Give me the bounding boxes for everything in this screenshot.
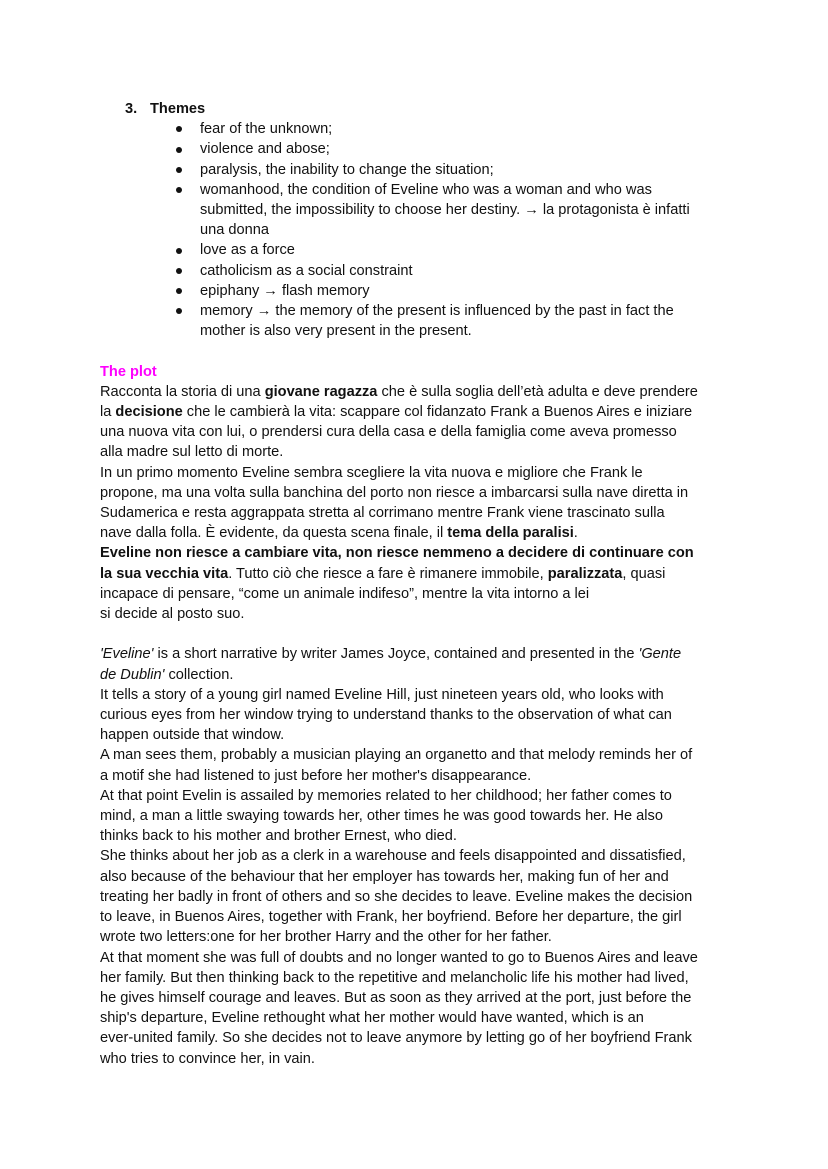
text-run: curious eyes from her window trying to understand thanks to the observation of what can — [100, 707, 672, 724]
theme-line — [100, 301, 815, 321]
summary-paragraphs — [100, 644, 815, 1068]
summary-line — [100, 705, 815, 725]
theme-line — [100, 240, 815, 260]
bold-text: la sua vecchia vita — [100, 565, 229, 582]
theme-text: memory → the memory of the present is influenced by the past in fact the — [200, 303, 674, 320]
text-run: mind, a man a little swaying towards her, other times he was good towards her. He also — [100, 808, 663, 825]
theme-text: violence and abose; — [200, 141, 330, 158]
text-run: a motif she had listened to just before her mother's disappearance. — [100, 767, 532, 784]
summary-line — [100, 725, 815, 745]
text-run: la — [100, 404, 116, 421]
summary-line — [100, 826, 815, 846]
italic-text: 'Gente — [638, 646, 682, 663]
themes-heading — [100, 99, 815, 119]
theme-list-item — [100, 301, 815, 341]
theme-list-item — [100, 160, 815, 180]
plot-line — [100, 402, 815, 422]
summary-line — [100, 1049, 815, 1069]
bullet-icon — [176, 126, 182, 132]
plot-line — [100, 543, 815, 563]
plot-line — [100, 604, 815, 624]
theme-list-item — [100, 240, 815, 260]
theme-text: love as a force — [200, 242, 295, 259]
bullet-icon — [176, 288, 182, 294]
summary-line — [100, 988, 815, 1008]
summary-line — [100, 968, 815, 988]
summary-line — [100, 665, 815, 685]
text-run: Sudamerica e resta aggrappata stretta al corrimano mentre Frank viene trascinato sulla — [100, 505, 665, 522]
summary-line — [100, 867, 815, 887]
plot-line — [100, 503, 815, 523]
text-run: At that moment she was full of doubts and no longer wanted to go to Buenos Aires and leave — [100, 949, 698, 966]
italic-text: de Dublin' — [100, 666, 165, 683]
plot-line — [100, 442, 815, 462]
text-run: nave dalla folla. È evidente, da questa scena finale, il — [100, 525, 448, 542]
themes-title: Themes — [150, 101, 206, 117]
spacer — [100, 624, 815, 644]
bullet-icon — [176, 308, 182, 314]
theme-line — [100, 139, 815, 159]
plot-line — [100, 483, 815, 503]
text-run: che è sulla soglia dell’età adulta e deve prendere — [377, 383, 698, 400]
theme-line — [100, 281, 815, 301]
theme-text: fear of the unknown; — [200, 121, 333, 138]
summary-line — [100, 786, 815, 806]
bullet-icon — [176, 268, 182, 274]
text-run: who tries to convince her, in vain. — [100, 1050, 315, 1067]
plot-line — [100, 422, 815, 442]
theme-list-item — [100, 261, 815, 281]
text-run: he gives himself courage and leaves. But as soon as they arrived at the port, just before the — [100, 989, 692, 1006]
summary-line — [100, 644, 815, 664]
bullet-icon — [176, 167, 182, 173]
plot-line — [100, 584, 815, 604]
theme-list-item — [100, 180, 815, 241]
text-run: si decide al posto suo. — [100, 606, 245, 623]
theme-line — [100, 200, 815, 220]
text-run: wrote two letters:one for her brother Harry and the other for her father. — [100, 929, 552, 946]
bold-text: decisione — [115, 404, 183, 421]
bold-text: Eveline non riesce a cambiare vita, non riesce nemmeno a decidere di continuare con — [100, 545, 694, 562]
text-run: Racconta la storia di una — [100, 383, 265, 400]
theme-text: epiphany → flash memory — [200, 282, 370, 299]
spacer — [100, 341, 815, 361]
theme-line — [100, 180, 815, 200]
theme-line — [100, 321, 815, 341]
text-run: , quasi — [622, 565, 666, 582]
text-run: thinks back to his mother and brother Ernest, who died. — [100, 828, 457, 845]
summary-line — [100, 907, 815, 927]
summary-line — [100, 1008, 815, 1028]
text-run: It tells a story of a young girl named Eveline Hill, just nineteen years old, who looks with — [100, 686, 664, 703]
plot-line — [100, 382, 815, 402]
text-run: her family. But then thinking back to the repetitive and melancholic life his mother had lived, — [100, 969, 689, 986]
text-run: A man sees them, probably a musician playing an organetto and that melody reminds her of — [100, 747, 693, 764]
summary-line — [100, 766, 815, 786]
text-run: In un primo momento Eveline sembra scegliere la vita nuova e migliore che Frank le — [100, 464, 643, 481]
text-run: incapace di pensare, “come un animale indifeso”, mentre la vita intorno a lei — [100, 585, 590, 602]
summary-line — [100, 806, 815, 826]
text-run: She thinks about her job as a clerk in a warehouse and feels disappointed and dissatisfied, — [100, 848, 686, 865]
summary-line — [100, 948, 815, 968]
text-run: ever-united family. So she decides not to leave anymore by letting go of her boyfriend Frank — [100, 1030, 692, 1047]
bold-text: giovane ragazza — [264, 383, 378, 400]
plot-line — [100, 523, 815, 543]
summary-line — [100, 685, 815, 705]
bold-text: tema della paralisi — [447, 525, 574, 542]
text-run: to leave, in Buenos Aires, together with Frank, her boyfriend. Before her departure, the girl — [100, 909, 682, 926]
bullet-icon — [176, 147, 182, 153]
text-run: also because of the behaviour that her employer has towards her, making fun of her and — [100, 868, 669, 885]
bold-text: paralizzata — [547, 565, 623, 582]
document-page — [100, 99, 815, 1069]
themes-list — [100, 119, 815, 341]
plot-paragraphs — [100, 382, 815, 624]
themes-number: 3. — [125, 101, 138, 117]
theme-text: submitted, the impossibility to choose her destiny. → la protagonista è infatti — [200, 202, 690, 219]
text-run: alla madre sul letto di morte. — [100, 444, 284, 461]
theme-text: una donna — [200, 222, 269, 239]
text-run: happen outside that window. — [100, 727, 285, 744]
bullet-icon — [176, 187, 182, 193]
text-run: is a short narrative by writer James Joyce, contained and presented in the — [153, 646, 639, 663]
italic-text: 'Eveline' — [100, 646, 154, 663]
text-run: una nuova vita con lui, o prendersi cura della casa e della famiglia come aveva promesso — [100, 424, 677, 441]
theme-line — [100, 119, 815, 139]
plot-line — [100, 463, 815, 483]
plot-heading: The plot — [100, 363, 157, 380]
theme-line — [100, 261, 815, 281]
theme-text: catholicism as a social constraint — [200, 262, 413, 279]
text-run: At that point Evelin is assailed by memories related to her childhood; her father comes to — [100, 787, 672, 804]
summary-line — [100, 887, 815, 907]
summary-line — [100, 745, 815, 765]
text-run: . — [573, 525, 578, 542]
summary-line — [100, 1028, 815, 1048]
theme-list-item — [100, 119, 815, 139]
theme-text: mother is also very present in the present. — [200, 323, 472, 340]
text-run: propone, ma una volta sulla banchina del porto non riesce a imbarcarsi sulla nave diretta in — [100, 484, 689, 501]
text-run: che le cambierà la vita: scappare col fidanzato Frank a Buenos Aires e iniziare — [182, 404, 693, 421]
text-run: collection. — [164, 666, 234, 683]
bullet-icon — [176, 248, 182, 254]
theme-list-item — [100, 281, 815, 301]
theme-line — [100, 220, 815, 240]
text-run: treating her badly in front of others and so she decides to leave. Eveline makes the decision — [100, 888, 693, 905]
summary-line — [100, 846, 815, 866]
text-run: ship's departure, Eveline rethought what her mother would have wanted, which is an — [100, 1010, 644, 1027]
theme-line — [100, 160, 815, 180]
summary-line — [100, 927, 815, 947]
theme-text: paralysis, the inability to change the situation; — [200, 161, 494, 178]
theme-list-item — [100, 139, 815, 159]
plot-line — [100, 564, 815, 584]
text-run: . Tutto ciò che riesce a fare è rimanere immobile, — [228, 565, 548, 582]
theme-text: womanhood, the condition of Eveline who was a woman and who was — [200, 181, 652, 198]
